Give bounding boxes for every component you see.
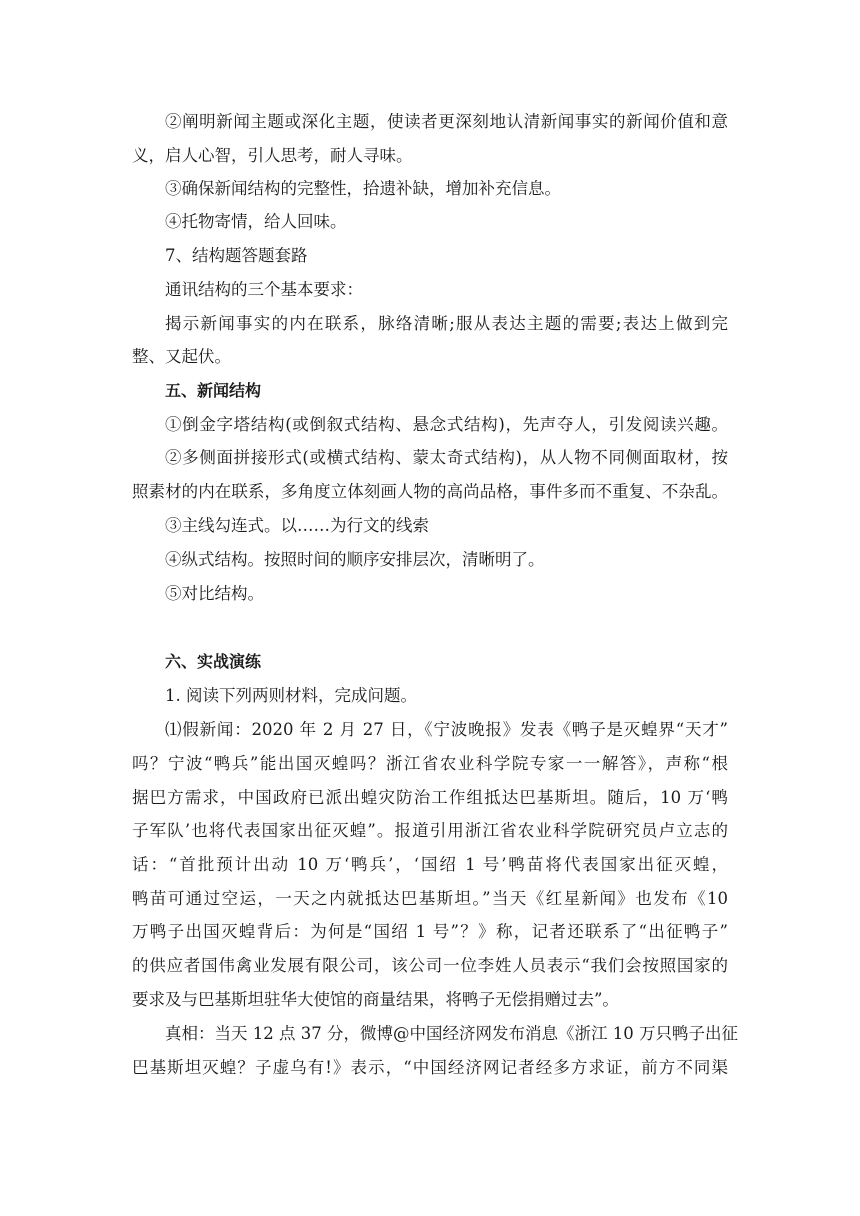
paragraph-line: 吗？宁波“鸭兵”能出国灭蝗吗？浙江省农业科学院专家一一解答》，声称“根 [132, 754, 728, 773]
paragraph-line: 揭示新闻事实的内在联系，脉络清晰;服从表达主题的需要;表达上做到完 [165, 314, 728, 333]
paragraph-line: 义，启人心智，引人思考，耐人寻味。 [132, 146, 413, 165]
paragraph-line: 巴基斯坦灭蝗？子虚乌有!》表示，“中国经济网记者经多方求证，前方不同渠 [132, 1058, 728, 1077]
paragraph-line: 整、又起伏。 [132, 347, 231, 366]
paragraph-line: ③主线勾连式。以……为行文的线索 [165, 516, 429, 535]
paragraph-line: 的供应者国伟禽业发展有限公司，该公司一位李姓人员表示“我们会按照国家的 [132, 956, 728, 975]
section-heading: 六、实战演练 [165, 652, 262, 671]
paragraph-line: ④纵式结构。按照时间的顺序安排层次，清晰明了。 [165, 550, 545, 569]
paragraph-line: 7、结构题答题套路 [165, 246, 308, 265]
paragraph-line: 照素材的内在联系，多角度立体刻画人物的高尚品格，事件多而不重复、不杂乱。 [132, 482, 728, 501]
section-heading: 五、新闻结构 [165, 381, 262, 400]
paragraph-line: 真相：当天 12 点 37 分，微博@中国经济网发布消息《浙江 10 万只鸭子出征 [165, 1024, 738, 1043]
paragraph-line: ③确保新闻结构的完整性，拾遗补缺，增加补充信息。 [165, 179, 561, 198]
paragraph-line: ②阐明新闻主题或深化主题，使读者更深刻地认清新闻事实的新闻价值和意 [165, 112, 728, 131]
paragraph-line: 万鸭子出国灭蝗背后：为何是“国绍 1 号”？》称，记者还联系了“出征鸭子” [132, 922, 728, 941]
paragraph-line: 通讯结构的三个基本要求： [165, 280, 363, 299]
paragraph-line: 鸭苗可通过空运，一天之内就抵达巴基斯坦。”当天《红星新闻》也发布《10 [132, 889, 728, 908]
paragraph-line: 据巴方需求，中国政府已派出蝗灾防治工作组抵达巴基斯坦。随后，10 万‘鸭 [132, 788, 728, 807]
paragraph-line: 话：“首批预计出动 10 万‘鸭兵’，‘国绍 1 号’鸭苗将代表国家出征灭蝗， [132, 855, 728, 874]
paragraph-line: ①倒金字塔结构(或倒叙式结构、悬念式结构)，先声夺人，引发阅读兴趣。 [165, 415, 728, 434]
paragraph-line: ⑤对比结构。 [165, 584, 264, 603]
paragraph-line: ⑴假新闻：2020 年 2 月 27 日，《宁波晚报》发表《鸭子是灭蝗界“天才” [165, 720, 728, 739]
paragraph-line: ④托物寄情，给人回味。 [165, 212, 347, 231]
paragraph-line: ②多侧面拼接形式(或横式结构、蒙太奇式结构)，从人物不同侧面取材，按 [165, 448, 728, 467]
question-line: 1. 阅读下列两则材料，完成问题。 [165, 686, 417, 705]
paragraph-line: 要求及与巴基斯坦驻华大使馆的商量结果，将鸭子无偿捐赠过去”。 [132, 990, 619, 1009]
paragraph-line: 子军队’也将代表国家出征灭蝗”。报道引用浙江省农业科学院研究员卢立志的 [132, 821, 728, 840]
